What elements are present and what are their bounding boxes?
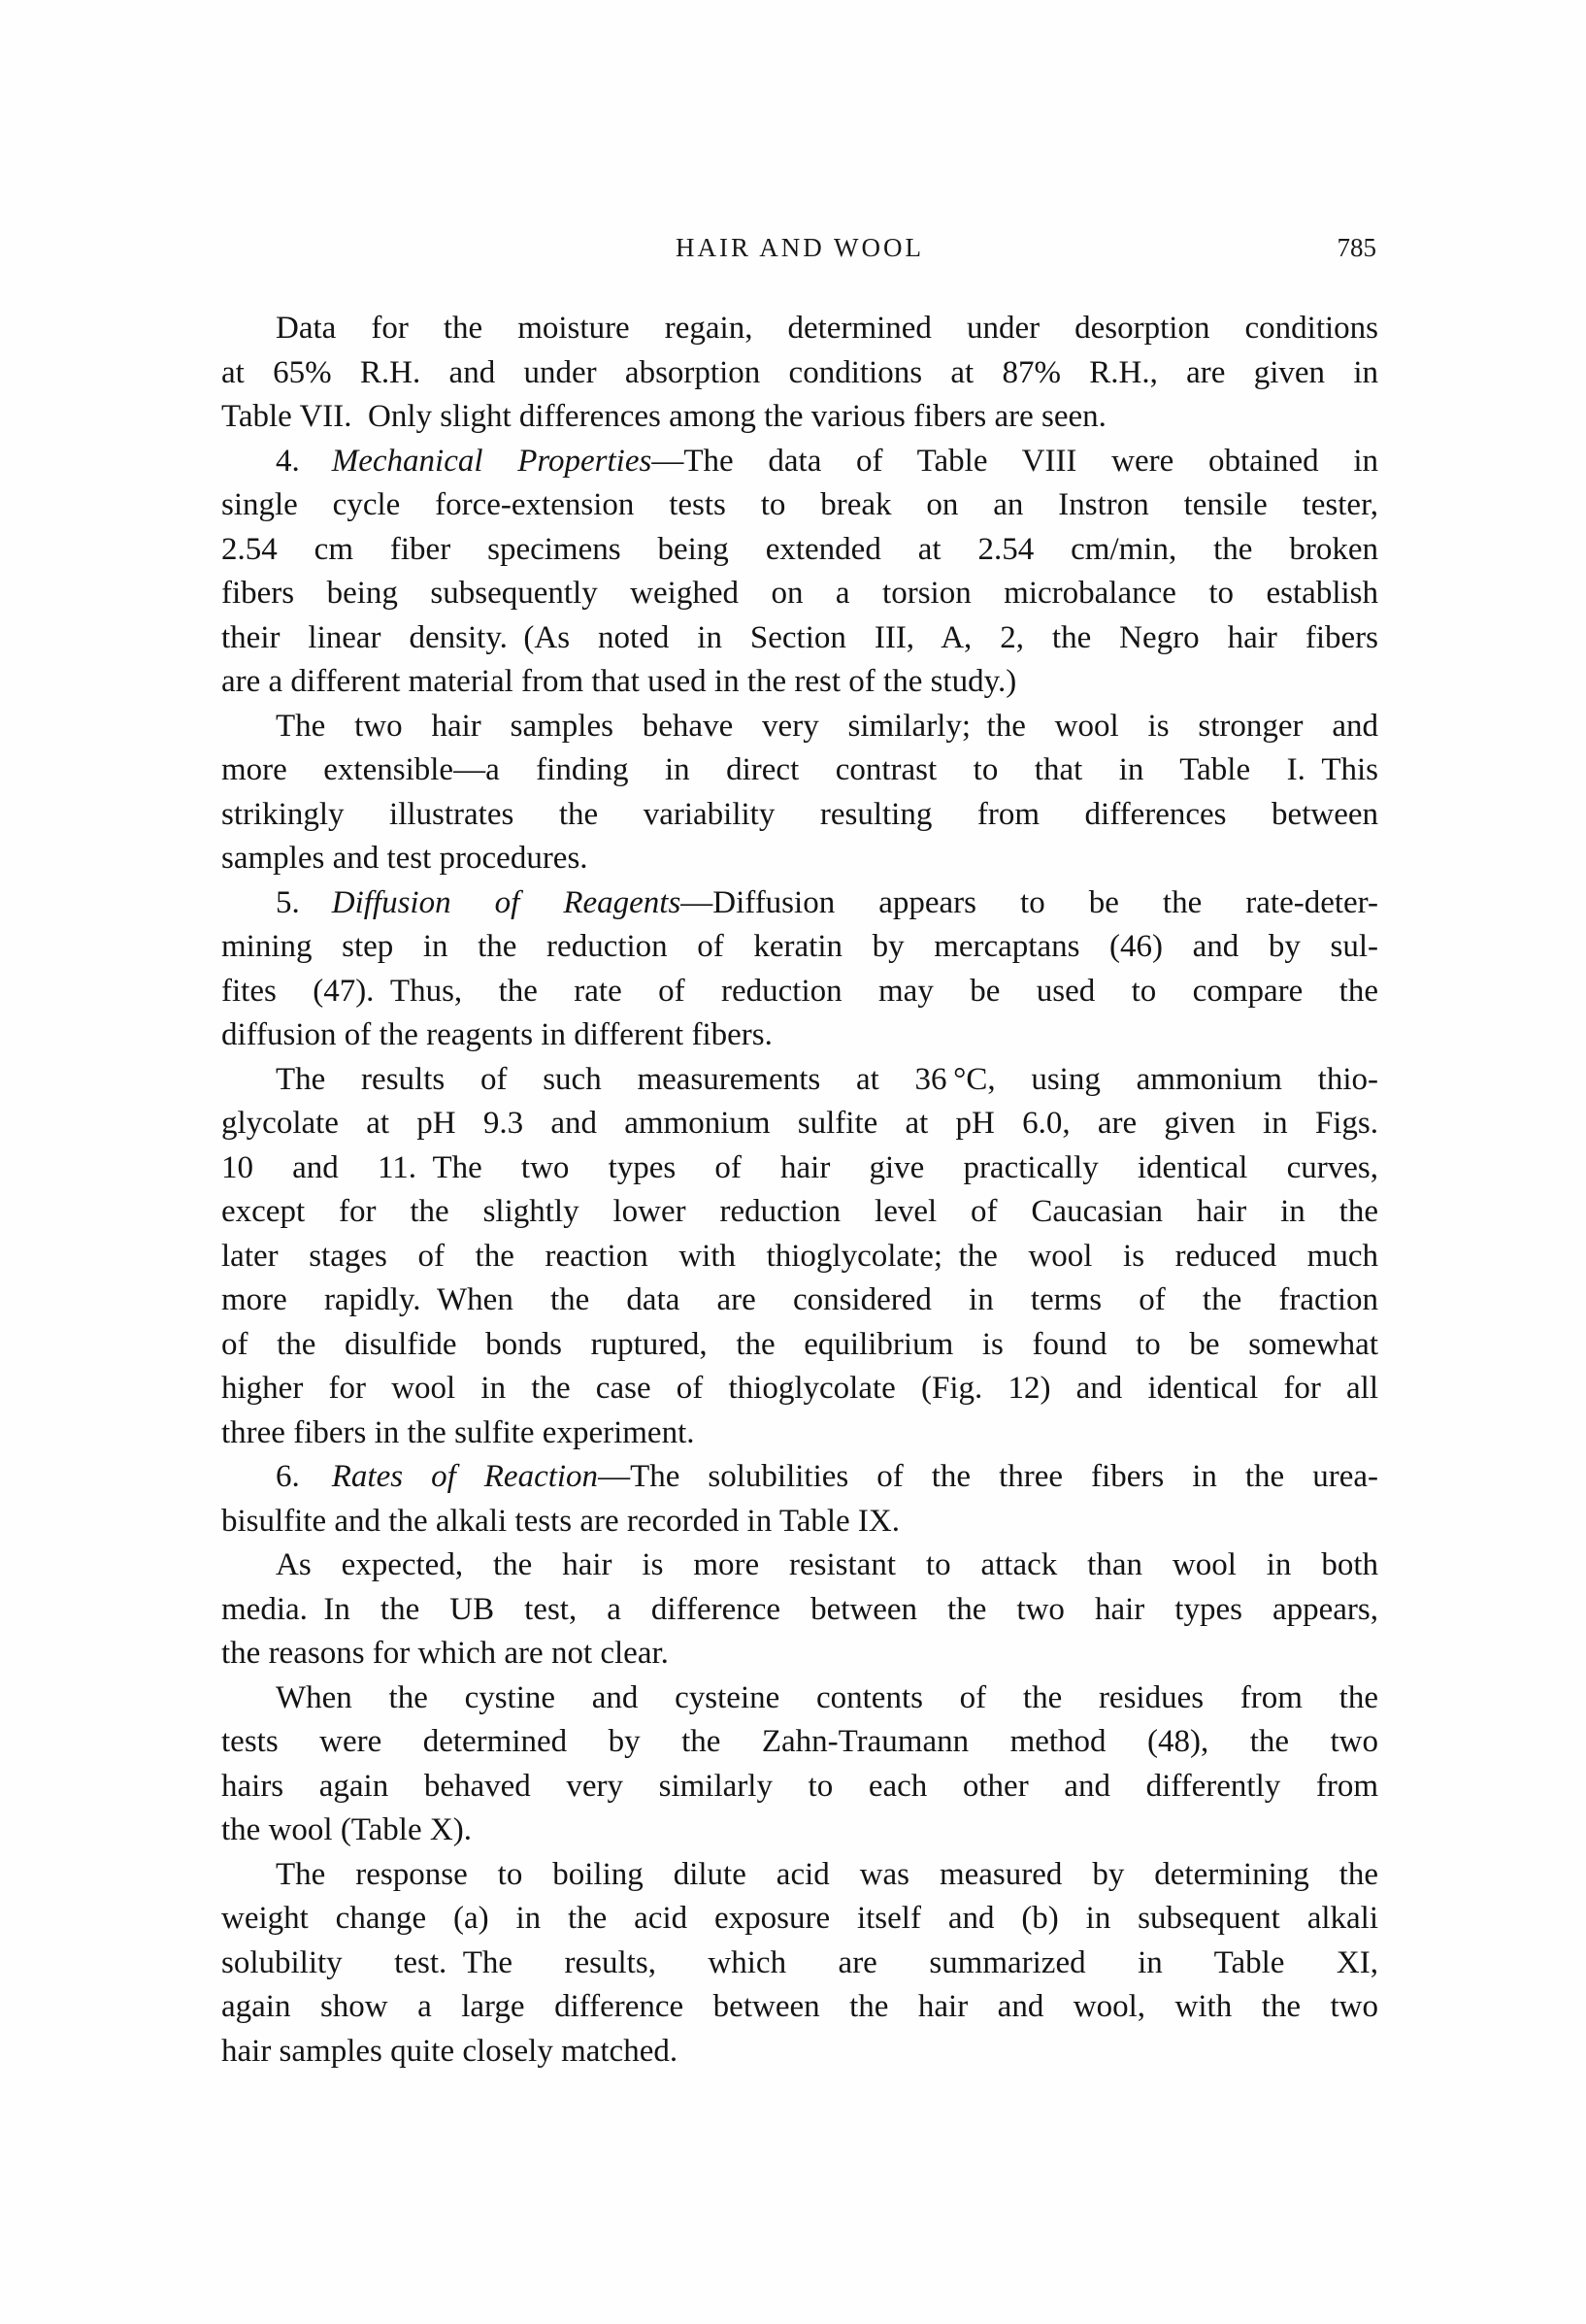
text-segment: 5. <box>276 884 332 920</box>
text-line <box>221 660 1378 705</box>
text-line <box>221 528 1378 573</box>
text-segment: are a different material from that used in the rest of the study.) <box>221 664 1017 699</box>
text-segment: three fibers in the sulfite experiment. <box>221 1414 695 1450</box>
text-line <box>221 793 1378 838</box>
text-segment: more rapidly. When the data are considered in terms of the fraction <box>221 1282 1378 1317</box>
text-segment: at 65% R.H. and under absorption conditions at 87% R.H., are given in <box>221 354 1378 390</box>
text-line <box>221 572 1378 616</box>
text-segment: their linear density. (As noted in Section III, A, 2, the Negro hair fibers <box>221 619 1378 655</box>
text-segment: The response to boiling dilute acid was measured by determining the <box>276 1856 1378 1892</box>
text-line <box>221 1544 1378 1588</box>
text-segment: samples and test procedures. <box>221 841 588 876</box>
text-line <box>221 1278 1378 1323</box>
text-line <box>221 925 1378 970</box>
text-segment: The two hair samples behave very similarly; the wool is stronger and <box>276 708 1378 744</box>
text-line <box>221 351 1378 396</box>
text-line <box>221 1720 1378 1765</box>
text-segment: —The solubilities of the three fibers in the urea- <box>598 1459 1378 1494</box>
text-line <box>221 2030 1378 2075</box>
text-line <box>221 440 1378 484</box>
text-segment: strikingly illustrates the variability resulting from differences between <box>221 796 1378 832</box>
text-line <box>221 483 1378 528</box>
text-line <box>221 1455 1378 1500</box>
text-line <box>221 1588 1378 1633</box>
text-line <box>221 1942 1378 1986</box>
text-line <box>221 1632 1378 1677</box>
text-segment: the wool (Table X). <box>221 1812 472 1847</box>
text-segment: hairs again behaved very similarly to each other and differently from <box>221 1768 1378 1804</box>
paragraph <box>221 307 1378 440</box>
text-segment: tests were determined by the Zahn-Traumann method (48), the two <box>221 1724 1378 1759</box>
text-line <box>221 1809 1378 1853</box>
text-segment: diffusion of the reagents in different fibers. <box>221 1017 773 1052</box>
text-line <box>221 748 1378 793</box>
text-line <box>221 1323 1378 1368</box>
text-segment: 10 and 11. The two types of hair give practically identical curves, <box>221 1149 1378 1185</box>
section-title-italic: Mechanical Properties <box>331 443 652 479</box>
text-line <box>221 1013 1378 1058</box>
text-segment: single cycle force-extension tests to break on an Instron tensile tester, <box>221 487 1378 522</box>
text-line <box>221 307 1378 351</box>
paragraph <box>221 440 1378 705</box>
text-line <box>221 1102 1378 1146</box>
text-line <box>221 1765 1378 1809</box>
paragraph <box>221 881 1378 1058</box>
text-segment: again show a large difference between the hair and wool, with the two <box>221 1989 1378 2024</box>
text-segment: 2.54 cm fiber specimens being extended at 2.54 cm/min, the broken <box>221 531 1378 567</box>
section-title-italic: Rates of Reaction <box>331 1459 599 1494</box>
text-line <box>221 1190 1378 1235</box>
text-line <box>221 881 1378 926</box>
text-segment: except for the slightly lower reduction level of Caucasian hair in the <box>221 1194 1378 1229</box>
paragraph <box>221 1677 1378 1853</box>
paragraph <box>221 1455 1378 1544</box>
page-header <box>221 233 1378 266</box>
text-segment: bisulfite and the alkali tests are recorded in Table IX. <box>221 1503 900 1539</box>
text-segment: fibers being subsequently weighed on a torsion microbalance to establish <box>221 576 1378 611</box>
text-segment: of the disulfide bonds ruptured, the equilibrium is found to be somewhat <box>221 1326 1378 1362</box>
text-line <box>221 1235 1378 1279</box>
text-segment: hair samples quite closely matched. <box>221 2033 678 2069</box>
text-segment: —Diffusion appears to be the rate-deter- <box>680 884 1378 920</box>
text-segment: more extensible—a finding in direct contrast to that in Table I. This <box>221 752 1378 787</box>
text-segment: When the cystine and cysteine contents of the residues from the <box>276 1679 1378 1715</box>
text-line <box>221 1853 1378 1898</box>
paragraph <box>221 1853 1378 2075</box>
text-segment: mining step in the reduction of keratin by mercaptans (46) and by sul- <box>221 929 1378 964</box>
text-block <box>221 307 1378 2074</box>
text-segment: solubility test. The results, which are summarized in Table XI, <box>221 1944 1378 1980</box>
text-segment: weight change (a) in the acid exposure itself and (b) in subsequent alkali <box>221 1901 1378 1936</box>
paragraph <box>221 705 1378 881</box>
text-line <box>221 1677 1378 1721</box>
text-segment: the reasons for which are not clear. <box>221 1636 669 1671</box>
text-line <box>221 970 1378 1014</box>
text-segment: 4. <box>276 443 332 479</box>
page-number: 785 <box>1337 233 1376 262</box>
text-line <box>221 395 1378 440</box>
text-line <box>221 1897 1378 1942</box>
text-segment: glycolate at pH 9.3 and ammonium sulfite at pH 6.0, are given in Figs. <box>221 1106 1378 1141</box>
paragraph <box>221 1058 1378 1456</box>
text-line <box>221 705 1378 749</box>
text-segment: As expected, the hair is more resistant to attack than wool in both <box>276 1547 1378 1582</box>
text-segment: 6. <box>276 1459 332 1494</box>
text-line <box>221 1411 1378 1456</box>
text-segment: higher for wool in the case of thioglycolate (Fig. 12) and identical for all <box>221 1371 1378 1406</box>
text-segment: media. In the UB test, a difference between the two hair types appears, <box>221 1591 1378 1627</box>
text-line <box>221 1367 1378 1411</box>
text-line <box>221 837 1378 881</box>
text-line <box>221 1146 1378 1191</box>
text-segment: Table VII. Only slight differences among the various fibers are seen. <box>221 399 1107 434</box>
text-segment: fites (47). Thus, the rate of reduction may be used to compare the <box>221 973 1378 1009</box>
text-segment: later stages of the reaction with thioglycolate; the wool is reduced much <box>221 1238 1378 1274</box>
text-segment: Data for the moisture regain, determined under desorption conditions <box>276 311 1378 346</box>
text-line <box>221 1058 1378 1103</box>
text-segment: The results of such measurements at 36 °C, using ammonium thio- <box>276 1061 1378 1097</box>
text-segment: —The data of Table VIII were obtained in <box>651 443 1379 479</box>
text-line <box>221 616 1378 661</box>
section-title-italic: Diffusion of Reagents <box>331 884 681 920</box>
running-head-title: HAIR AND WOOL <box>676 233 924 262</box>
text-line <box>221 1985 1378 2030</box>
text-line <box>221 1500 1378 1544</box>
paragraph <box>221 1544 1378 1677</box>
